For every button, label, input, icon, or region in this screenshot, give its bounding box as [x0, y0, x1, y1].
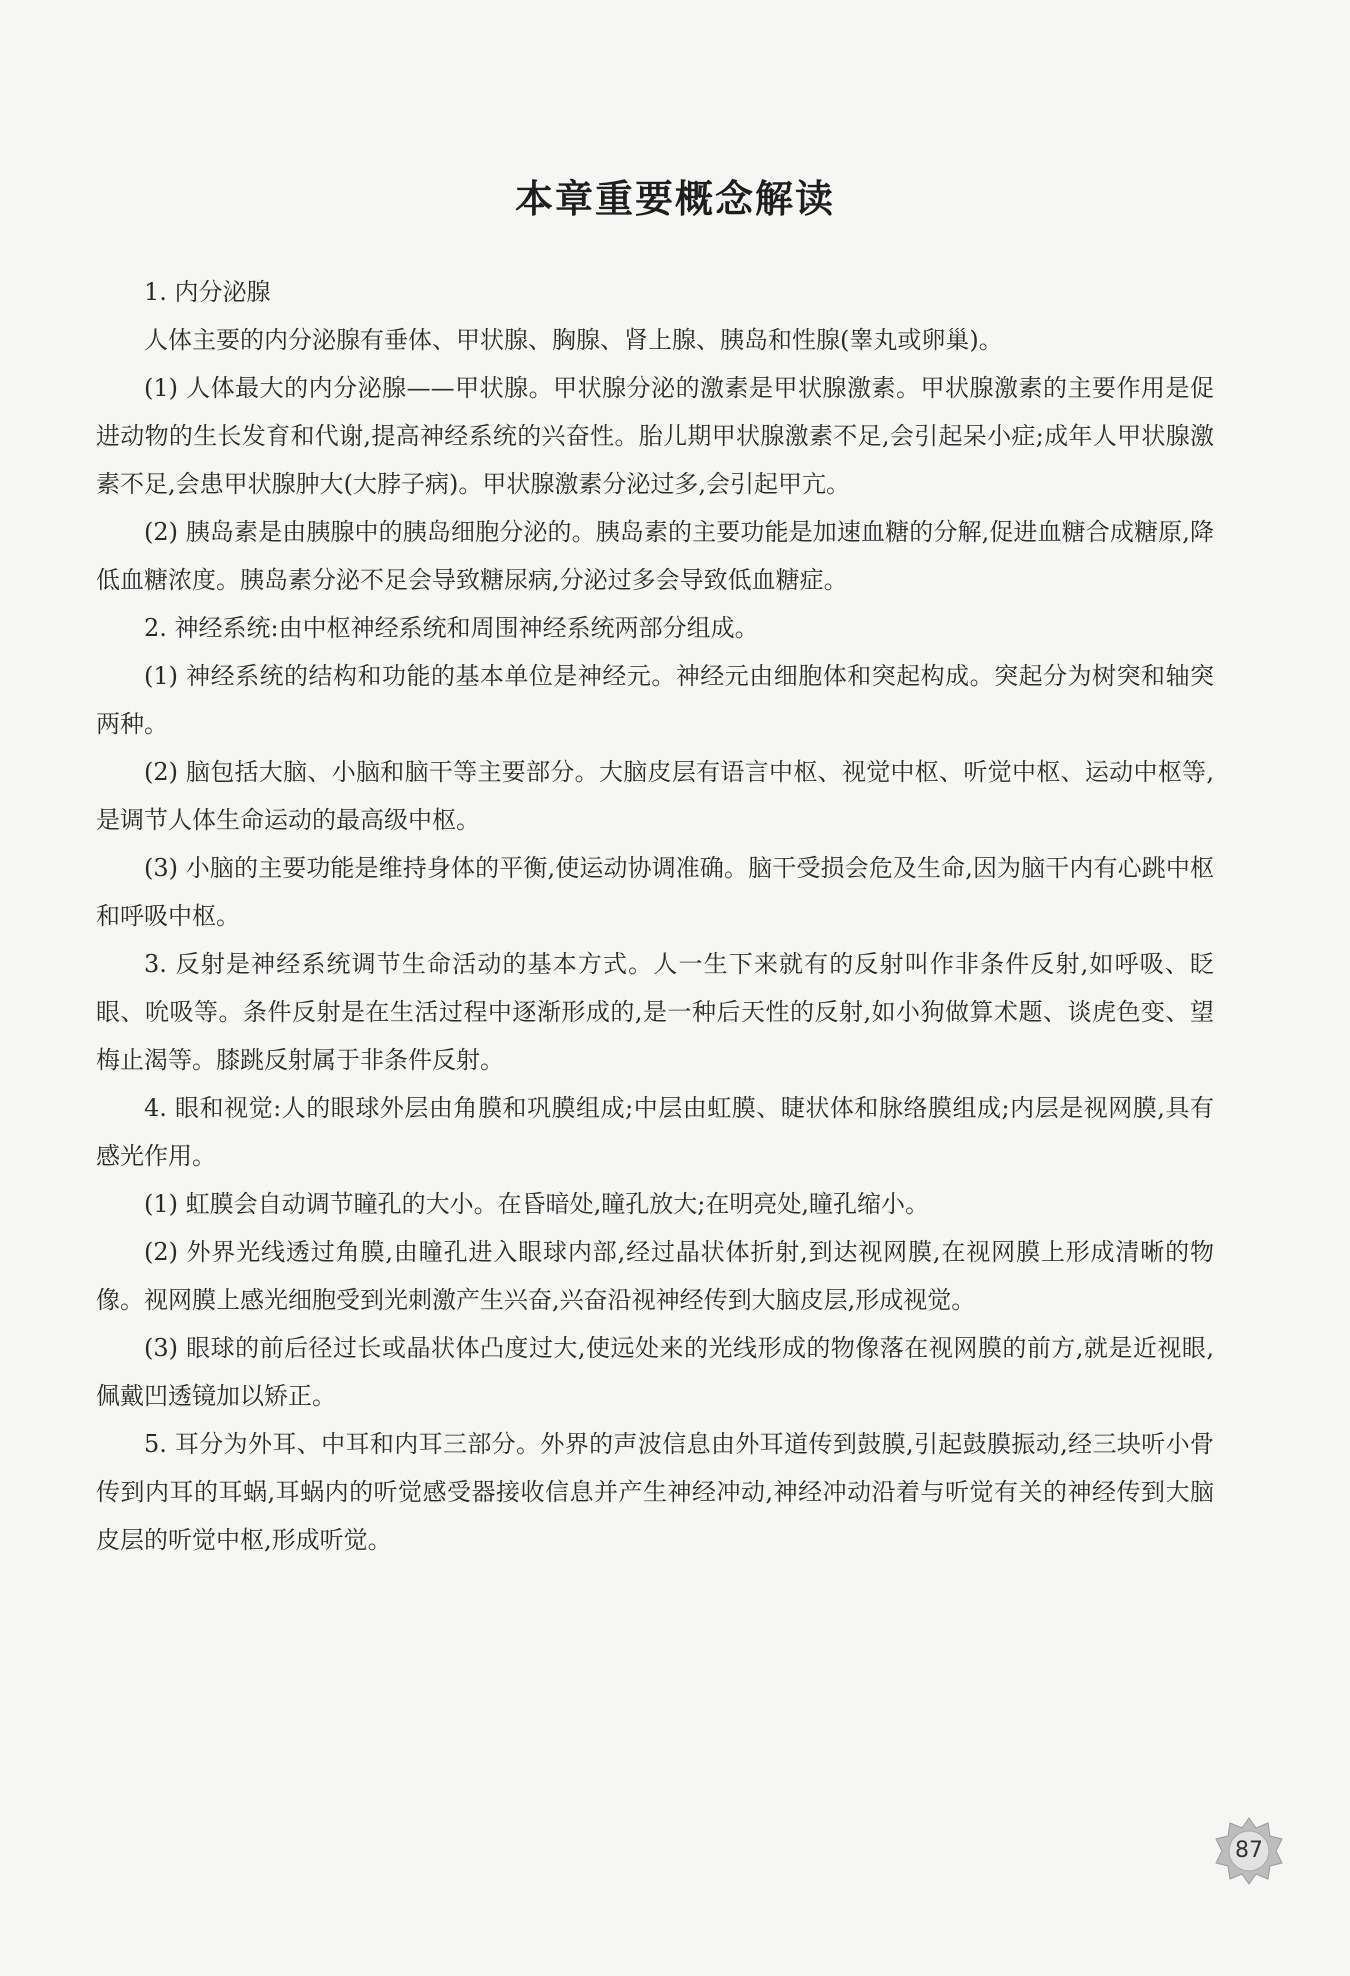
paragraph: (1) 神经系统的结构和功能的基本单位是神经元。神经元由细胞体和突起构成。突起分为树突和轴突两种。	[96, 662, 1214, 738]
page-title: 本章重要概念解读	[514, 176, 835, 221]
paragraph: (3) 小脑的主要功能是维持身体的平衡,使运动协调准确。脑干受损会危及生命,因为脑干内有心跳中枢和呼吸中枢。	[96, 854, 1214, 930]
paragraph: 4. 眼和视觉:人的眼球外层由角膜和巩膜组成;中层由虹膜、睫状体和脉络膜组成;内层是视网膜,具有感光作用。	[96, 1094, 1214, 1170]
paragraph: 2. 神经系统:由中枢神经系统和周围神经系统两部分组成。	[144, 614, 759, 642]
paragraph: (2) 外界光线透过角膜,由瞳孔进入眼球内部,经过晶状体折射,到达视网膜,在视网膜上形成清晰的物像。视网膜上感光细胞受到光刺激产生兴奋,兴奋沿视神经传到大脑皮层,形成视觉。	[96, 1238, 1214, 1314]
paragraph: 5. 耳分为外耳、中耳和内耳三部分。外界的声波信息由外耳道传到鼓膜,引起鼓膜振动,经三块听小骨传到内耳的耳蜗,耳蜗内的听觉感受器接收信息并产生神经冲动,神经冲动沿着与听觉有关的神经传到大脑皮层的听觉中枢,形成听觉。	[96, 1430, 1214, 1554]
paragraph: 1. 内分泌腺	[144, 278, 271, 306]
page-number: 87	[1235, 1838, 1263, 1863]
paragraph: (3) 眼球的前后径过长或晶状体凸度过大,使远处来的光线形成的物像落在视网膜的前方,就是近视眼,佩戴凹透镜加以矫正。	[96, 1334, 1214, 1410]
paragraph: 3. 反射是神经系统调节生命活动的基本方式。人一生下来就有的反射叫作非条件反射,如呼吸、眨眼、吮吸等。条件反射是在生活过程中逐渐形成的,是一种后天性的反射,如小狗做算术题、谈虎色变、望梅止渴等。膝跳反射属于非条件反射。	[96, 950, 1214, 1074]
body-text	[96, 268, 1214, 1564]
paragraph: (1) 人体最大的内分泌腺——甲状腺。甲状腺分泌的激素是甲状腺激素。甲状腺激素的主要作用是促进动物的生长发育和代谢,提高神经系统的兴奋性。胎儿期甲状腺激素不足,会引起呆小症;成年人甲状腺激素不足,会患甲状腺肿大(大脖子病)。甲状腺激素分泌过多,会引起甲亢。	[96, 374, 1214, 498]
paragraph: (2) 胰岛素是由胰腺中的胰岛细胞分泌的。胰岛素的主要功能是加速血糖的分解,促进血糖合成糖原,降低血糖浓度。胰岛素分泌不足会导致糖尿病,分泌过多会导致低血糖症。	[96, 518, 1214, 594]
paragraph: (2) 脑包括大脑、小脑和脑干等主要部分。大脑皮层有语言中枢、视觉中枢、听觉中枢、运动中枢等,是调节人体生命运动的最高级中枢。	[96, 758, 1214, 834]
paragraph: (1) 虹膜会自动调节瞳孔的大小。在昏暗处,瞳孔放大;在明亮处,瞳孔缩小。	[144, 1190, 929, 1218]
paragraph: 人体主要的内分泌腺有垂体、甲状腺、胸腺、肾上腺、胰岛和性腺(睾丸或卵巢)。	[144, 326, 1003, 354]
page-number-badge	[1214, 1816, 1284, 1886]
